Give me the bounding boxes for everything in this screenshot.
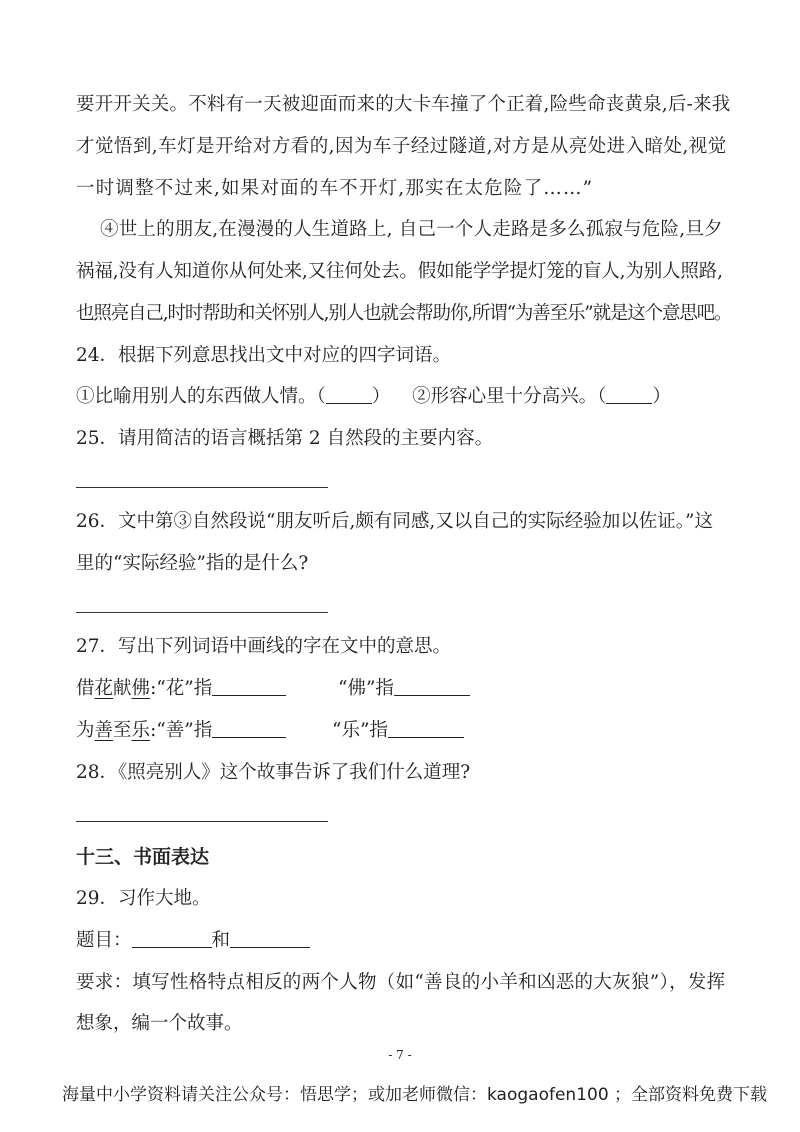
q27-row-2 [76,718,730,744]
q27-w1-label2: “佛”指 [338,678,394,699]
q26-answer-line[interactable] [76,612,328,613]
passage-line-3: 一时调整不过来,如果对面的车不开灯,那实在太危险了……” [76,178,594,199]
q27-w2-char1: 为 [76,720,95,741]
q26-line-1: 26．文中第③自然段说“朋友听后,颇有同感,又以自己的实际经验加以佐证。”这 [76,511,713,532]
q26-line-2: 里的“实际经验”指的是什么? [76,553,309,574]
q28-answer-line[interactable] [76,821,328,822]
footer-part-1: 海量中小学资料请关注公众号：悟思学； [62,1085,368,1105]
q29-topic-blank-2[interactable] [230,929,310,948]
q27-w1-underlined-1: 花 [94,678,114,699]
passage-line-2: 才觉悟到,车灯是开给对方看的,因为车子经过隧道,对方是从亮处进入暗处,视觉 [76,136,727,157]
q29-title: 29．习作大地。 [76,888,211,909]
passage-line-4: ④世上的朋友,在漫漫的人生道路上, 自己一个人走路是多么孤寂与危险,旦夕 [100,219,723,240]
q27-w2-char3: 至 [113,720,132,741]
passage-line-5: 祸福,没有人知道你从何处来,又往何处去。假如能学学提灯笼的盲人,为别人照路, [76,261,723,282]
q29-topic-and: 和 [211,930,231,951]
q24-blank-2[interactable] [606,387,652,404]
q29-requirement-line-1: 要求：填写性格特点相反的两个人物（如“善良的小羊和凶恶的大灰狼”），发挥 [76,972,726,993]
footer-part-2: 或加老师微信：kaogaofen100 ；全部资料免费下载 [368,1085,768,1105]
footer [62,1080,768,1105]
q27-w1-underlined-2: 佛 [131,678,151,699]
q27-w1-blank1[interactable] [212,677,286,696]
q24-blank-1[interactable] [326,387,372,404]
q29-topic-blank-1[interactable] [132,929,212,948]
q27-w2-underlined-1: 善 [94,720,114,741]
q25-title: 25．请用简洁的语言概括第 2 自然段的主要内容。 [76,428,494,449]
q27-title: 27．写出下列词语中画线的字在文中的意思。 [76,636,452,657]
q27-w2-label1: :“善”指 [150,720,213,741]
q27-w2-blank2[interactable] [388,719,464,738]
q27-w1-char1: 借 [76,678,95,699]
q27-w1-char3: 献 [113,678,132,699]
q24-close2: ） [652,386,671,407]
q27-w2-blank1[interactable] [212,719,286,738]
q27-w2-underlined-2: 乐 [131,720,151,741]
q24-title: 24．根据下列意思找出文中对应的四字词语。 [76,345,452,366]
q24-close1: ） [371,386,391,407]
q25-answer-line[interactable] [76,487,328,488]
passage-line-1: 要开开关关。不料有一天被迎面而来的大卡车撞了个正着,险些命丧黄泉,后-来我 [76,94,731,115]
q27-row-1 [76,676,730,702]
q27-w2-label2: “乐”指 [332,720,388,741]
q27-w1-label1: :“花”指 [150,678,213,699]
section-13-heading: 十三、书面表达 [76,846,210,868]
q24-item1: ①比喻用别人的东西做人情。（ [76,386,326,407]
q24-items [76,384,730,410]
page-number: - 7 - [388,1048,412,1062]
passage-line-6: 也照亮自己,时时帮助和关怀别人,别人也就会帮助你,所谓“为善至乐”就是这个意思吧。 [76,303,732,324]
q28-title: 28．《照亮别人》这个故事告诉了我们什么道理? [76,762,471,783]
q27-w1-blank2[interactable] [394,677,470,696]
q29-topic [76,928,730,954]
q29-topic-label: 题目： [76,930,132,951]
q29-requirement-line-2: 想象，编一个故事。 [76,1013,243,1034]
q24-item2: ②形容心里十分高兴。（ [412,386,607,407]
